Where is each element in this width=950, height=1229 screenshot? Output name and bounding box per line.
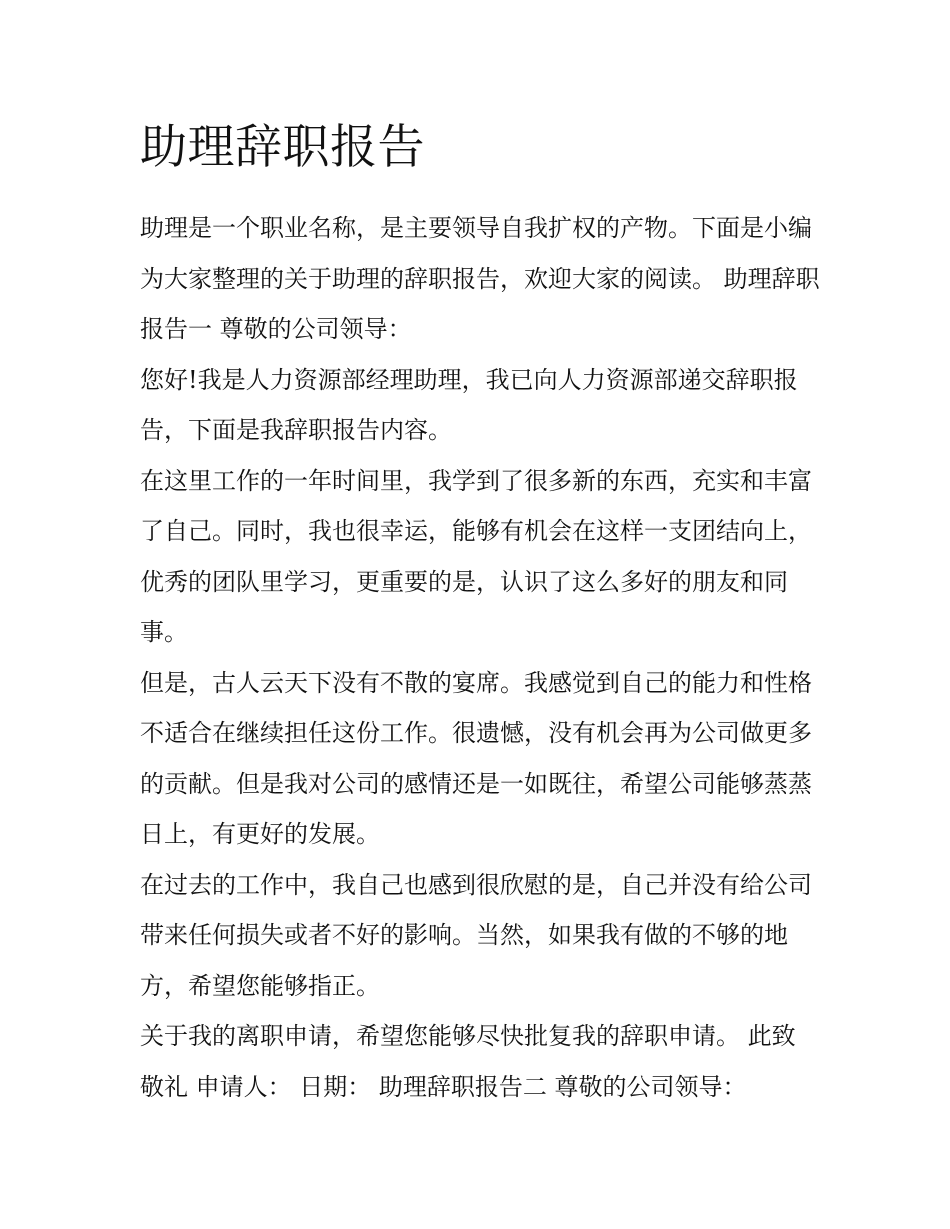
paragraph-reflection: 在过去的工作中，我自己也感到很欣慰的是，自己并没有给公司带来任何损失或者不好的影响。当然，如果我有做的不够的地方，希望您能够指正。 xyxy=(140,870,812,1000)
paragraph-closing: 关于我的离职申请，希望您能够尽快批复我的辞职申请。 此致 敬礼 申请人： 日期： 助理辞职报告二 尊敬的公司领导： xyxy=(140,1022,796,1101)
paragraph-reason: 但是，古人云天下没有不散的宴席。我感觉到自己的能力和性格不适合在继续担任这份工作。很遗憾，没有机会再为公司做更多的贡献。但是我对公司的感情还是一如既往，希望公司能够蒸蒸日上，有更好的发展。 xyxy=(140,668,812,848)
paragraph-intro: 助理是一个职业名称，是主要领导自我扩权的产物。下面是小编为大家整理的关于助理的辞职报告，欢迎大家的阅读。 助理辞职报告一 尊敬的公司领导： xyxy=(140,214,820,343)
document-body xyxy=(140,203,820,1112)
document-content xyxy=(140,120,820,1112)
page-title: 助理辞职报告 xyxy=(140,120,425,175)
paragraph-experience: 在这里工作的一年时间里，我学到了很多新的东西，充实和丰富了自己。同时，我也很幸运，能够有机会在这样一支团结向上，优秀的团队里学习，更重要的是，认识了这么多好的朋友和同事。 xyxy=(140,466,812,646)
paragraph-greeting: 您好!我是人力资源部经理助理，我已向人力资源部递交辞职报告，下面是我辞职报告内容。 xyxy=(140,365,798,444)
